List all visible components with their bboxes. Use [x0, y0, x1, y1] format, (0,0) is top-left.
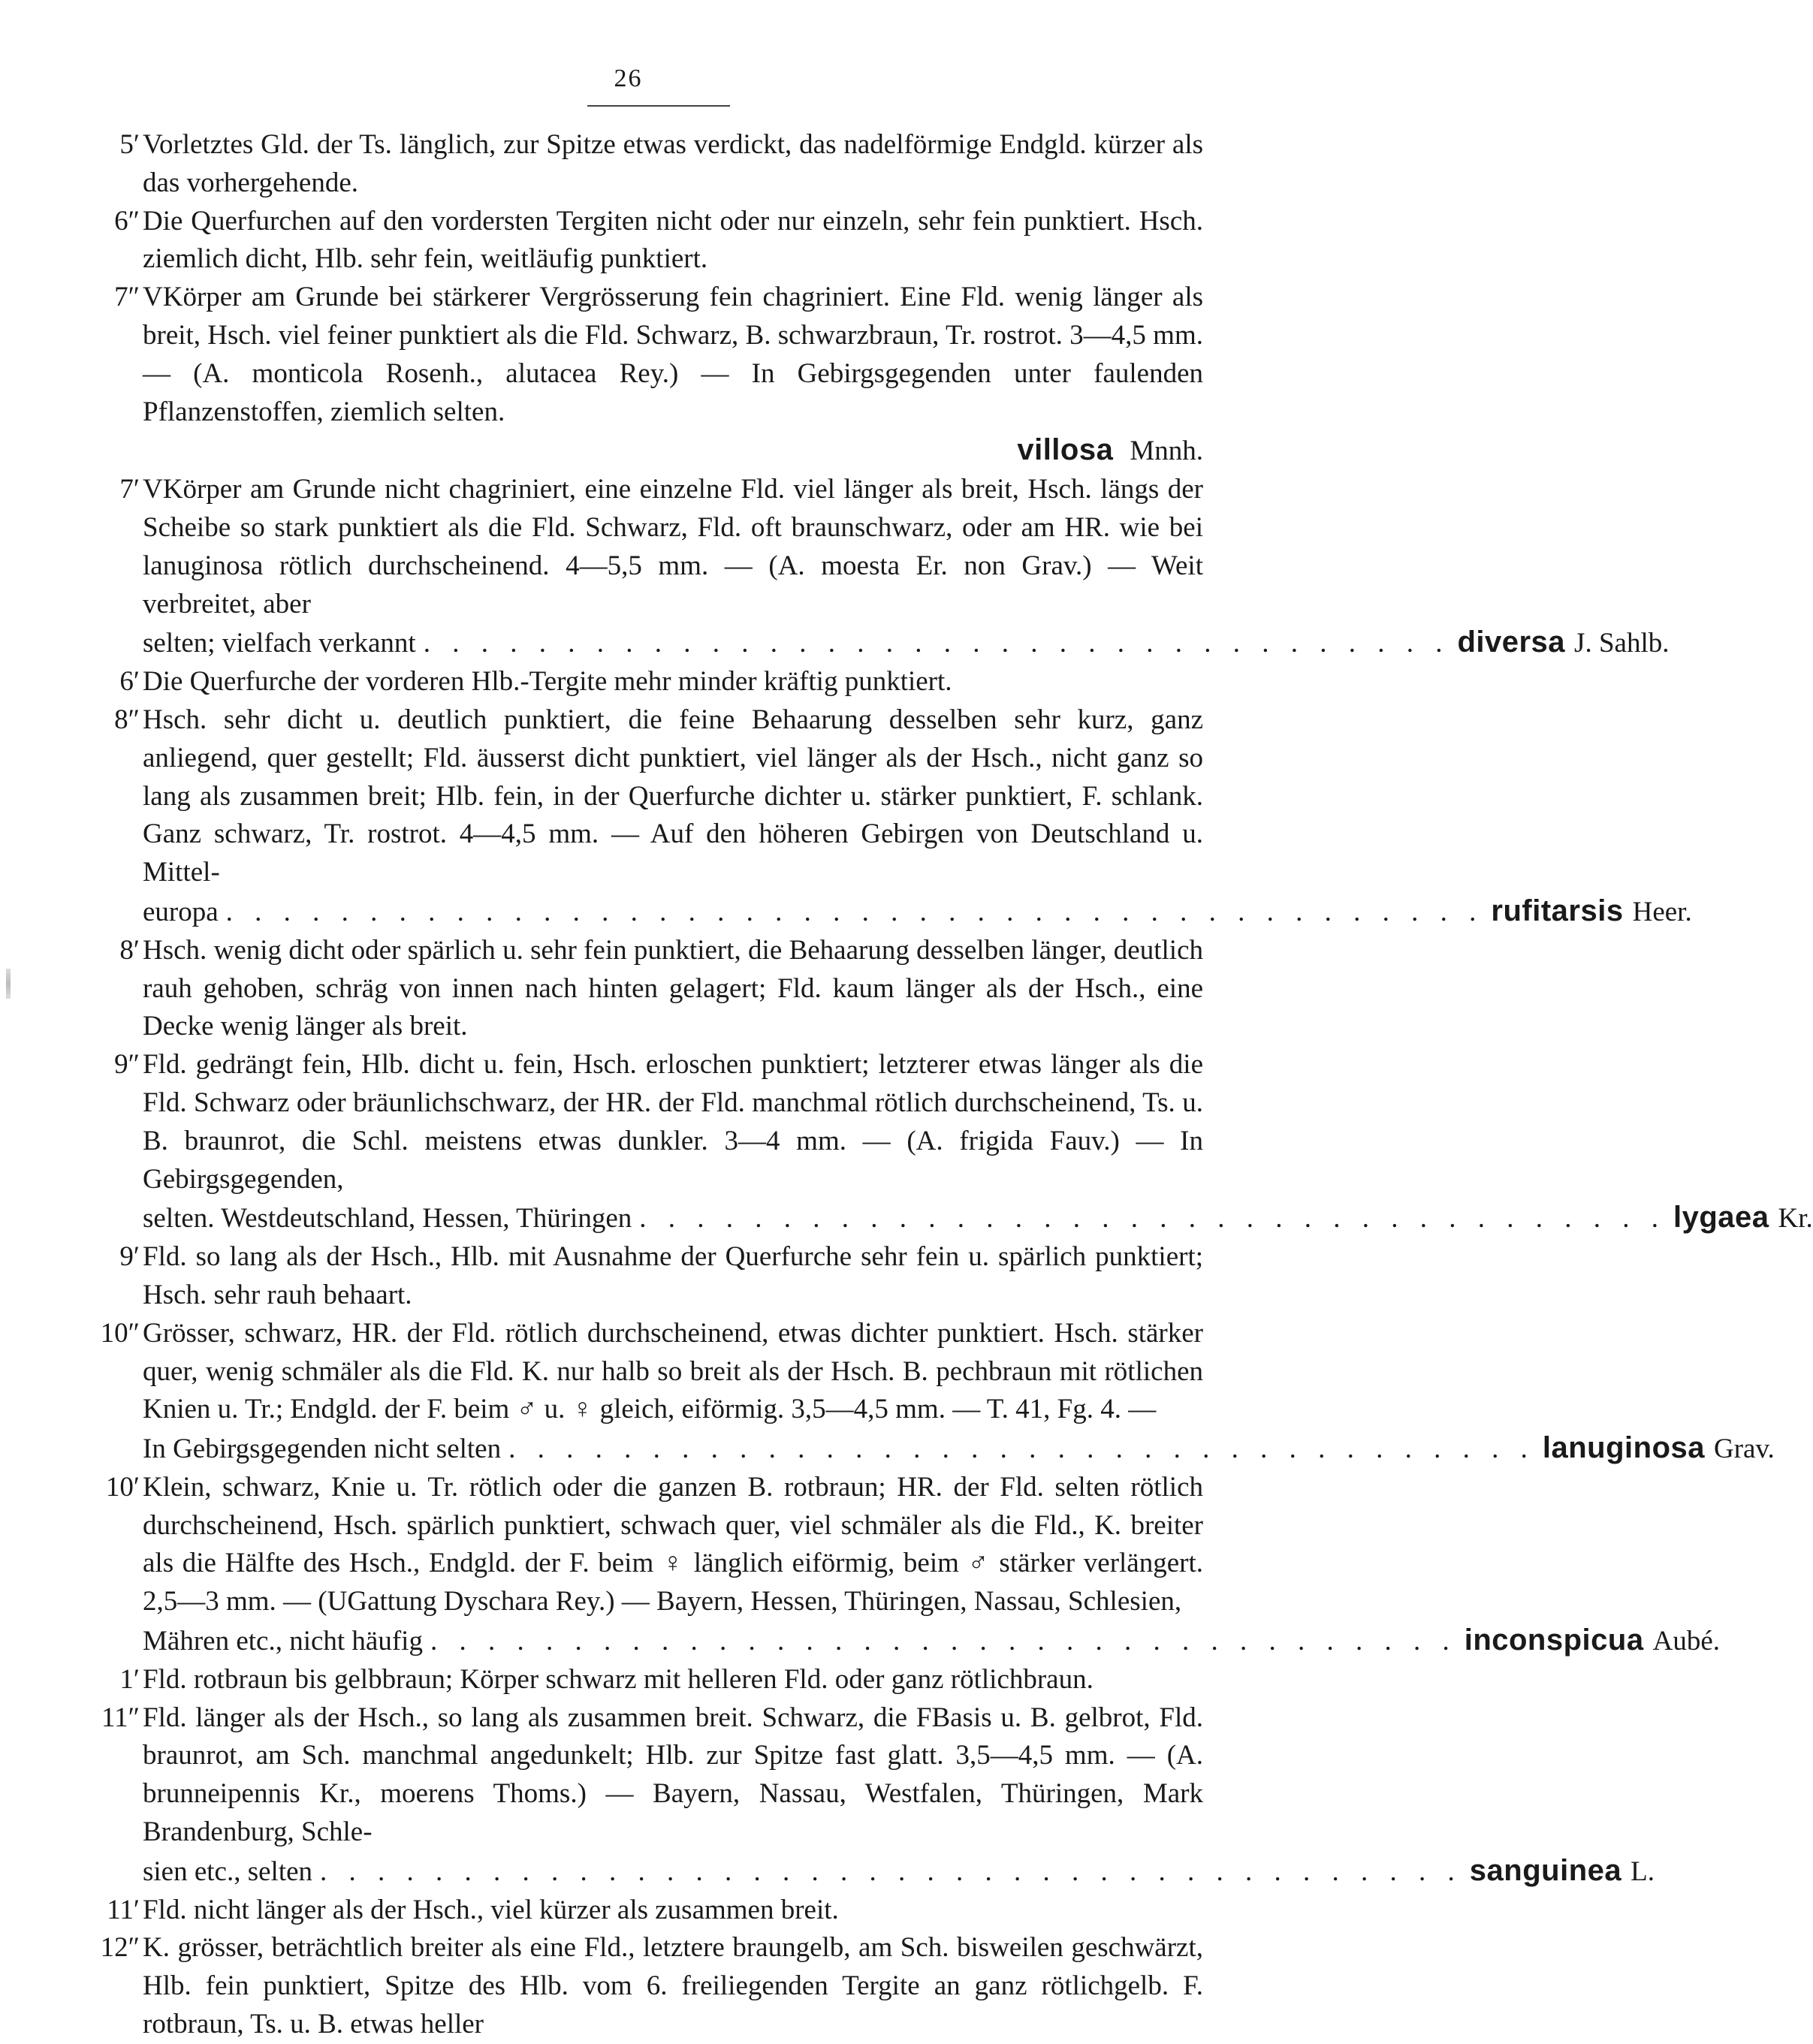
species-name: villosa: [1017, 433, 1114, 467]
couplet-number: 9′: [119, 1241, 140, 1273]
key-entry: [62, 1699, 1655, 1892]
key-entry: [62, 1661, 1203, 1699]
key-entry: [62, 1469, 1720, 1661]
entry-text: K. grösser, beträchtlich breiter als eine Fld., letztere braungelb, am Sch. bisweilen geschwärzt, Hlb. fein punktiert, Spitze des Hlb. vom 6. freiliegenden Tergite an ganz rötlichgelb. F. rotbraun, Ts. u. B. etwas heller: [143, 1932, 1203, 2040]
couplet-number: 10″: [100, 1317, 140, 1349]
page-number: 26: [614, 65, 643, 92]
species-lead-text: Mähren etc., nicht häufig: [143, 1626, 423, 1657]
leader-dots: . . . . . . . . . . . . . . . . . . . . . . . . . . . . . . . . . . . .: [639, 1203, 1666, 1235]
leader-dots: . . . . . . . . . . . . . . . . . . . . . . . . . . . . . . . . . . . .: [430, 1626, 1457, 1657]
couplet-number: 6″: [114, 205, 140, 237]
entry-text: Klein, schwarz, Knie u. Tr. rötlich oder die ganzen B. rotbraun; HR. der Fld. selten rötlich durchscheinend, Hsch. spärlich punktiert, schwach quer, viel schmäler als die Fld., K. breiter als die Hälfte des Hsch., Endgld. der F. beim ♀ länglich eiförmig, beim ♂ stärker verlängert. 2,5—3 mm. — (UGattung Dyschara Rey.) — Bayern, Hessen, Thüringen, Nassau, Schlesien,: [143, 1471, 1203, 1617]
couplet-number: 12″: [100, 1932, 140, 1964]
entry-text: VKörper am Grunde bei stärkerer Vergrösserung fein chagriniert. Eine Fld. wenig länger als breit, Hsch. viel feiner punktiert als die Fld. Schwarz, B. schwarzbraun, Tr. rostrot. 3—4,5 mm. — (A. monticola Rosenh., alutacea Rey.) — In Gebirgsgegenden unter faulenden Pflanzenstoffen, ziemlich selten.: [143, 282, 1203, 427]
species-author: Kr.: [1778, 1203, 1813, 1235]
key-entry: [62, 126, 1203, 203]
species-author: Mnnh.: [1130, 436, 1203, 467]
species-line: [143, 1429, 1775, 1469]
key-entry: [62, 203, 1203, 279]
scan-artifact: [6, 969, 11, 999]
species-lead-text: In Gebirgsgegenden nicht selten: [143, 1434, 502, 1465]
species-author: Heer.: [1632, 896, 1692, 927]
entry-text: Fld. so lang als der Hsch., Hlb. mit Ausnahme der Querfurche sehr fein u. spärlich punktiert; Hsch. sehr rauh behaart.: [143, 1241, 1203, 1310]
entry-text: Die Querfurchen auf den vordersten Tergiten nicht oder nur einzeln, sehr fein punktiert. Hsch. ziemlich dicht, Hlb. sehr fein, weitläufig punktiert.: [143, 205, 1203, 275]
key-entry: [62, 1315, 1775, 1469]
entry-text: Fld. länger als der Hsch., so lang als zusammen breit. Schwarz, die FBasis u. B. gelbrot, Fld. braunrot, am Sch. manchmal angedunkelt; Hlb. zur Spitze fast glatt. 3,5—4,5 mm. — (A. brunneipennis Kr., moerens Thoms.) — Bayern, Nassau, Westfalen, Thüringen, Mark Brandenburg, Schle-: [143, 1702, 1203, 1848]
key-entry: [62, 279, 1203, 471]
species-author: Grav.: [1714, 1434, 1775, 1465]
species-lead-text: selten. Westdeutschland, Hessen, Thüringen: [143, 1203, 632, 1235]
leader-dots: . . . . . . . . . . . . . . . . . . . . . . . . . . . . . . . . . . . .: [508, 1434, 1535, 1465]
entry-text: Grösser, schwarz, HR. der Fld. rötlich durchscheinend, etwas dichter punktiert. Hsch. stärker quer, wenig schmäler als die Fld. K. nur halb so breit als der Hsch. B. pechbraun mit rötlichen Knien u. Tr.; Endgld. der F. beim ♂ u. ♀ gleich, eiförmig. 3,5—4,5 mm. — T. 41, Fg. 4. —: [143, 1317, 1203, 1425]
species-name: rufitarsis: [1491, 894, 1624, 927]
species-lead-text: europa: [143, 896, 219, 927]
couplet-number: 7′: [119, 474, 140, 505]
couplet-number: 7″: [114, 282, 140, 313]
species-name: lanuginosa: [1542, 1431, 1705, 1465]
key-entry: [62, 663, 1203, 701]
species-line: [143, 623, 1670, 663]
couplet-number: 11′: [107, 1894, 140, 1925]
species-name: lygaea: [1673, 1201, 1769, 1235]
header-rule: [587, 105, 730, 107]
species-author: L.: [1630, 1856, 1655, 1887]
couplet-number: 11″: [101, 1702, 140, 1733]
key-entry: [62, 1238, 1203, 1315]
entry-text: VKörper am Grunde nicht chagriniert, eine einzelne Fld. viel länger als breit, Hsch. längs der Scheibe so stark punktiert als die Fld. Schwarz, Fld. oft braunschwarz, oder am HR. wie bei lanuginosa rötlich durchscheinend. 4—5,5 mm. — (A. moesta Er. non Grav.) — Weit verbreitet, aber: [143, 474, 1203, 620]
species-name: inconspicua: [1464, 1623, 1644, 1657]
species-line: [143, 431, 1203, 471]
couplet-number: 9″: [114, 1049, 140, 1081]
entry-text: Vorletztes Gld. der Ts. länglich, zur Spitze etwas verdickt, das nadelförmige Endgld. kürzer als das vorhergehende.: [143, 129, 1203, 198]
entry-text: Hsch. wenig dicht oder spärlich u. sehr fein punktiert, die Behaarung desselben länger, deutlich rauh gehoben, schräg von innen nach hinten gelagert; Fld. kaum länger als der Hsch., eine Decke wenig länger als breit.: [143, 934, 1203, 1042]
species-line: [143, 892, 1692, 932]
key-entry: [62, 932, 1203, 1046]
species-name: sanguinea: [1469, 1853, 1622, 1887]
couplet-number: 1′: [119, 1663, 140, 1695]
leader-dots: . . . . . . . . . . . . . . . . . . . . . . . . . . . . . . . . . . . . . . . . . . . .: [225, 896, 1484, 927]
couplet-number: 10′: [105, 1471, 140, 1503]
species-author: Aubé.: [1652, 1626, 1720, 1657]
entry-text: Die Querfurche der vorderen Hlb.-Tergite mehr minder kräftig punktiert.: [143, 666, 952, 698]
species-line: [143, 1198, 1813, 1238]
species-line: [143, 1852, 1655, 1892]
entry-text: Fld. rotbraun bis gelbbraun; Körper schwarz mit helleren Fld. oder ganz rötlichbraun.: [143, 1663, 1094, 1695]
couplet-number: 5′: [119, 129, 140, 160]
entry-text: Hsch. sehr dicht u. deutlich punktiert, die feine Behaarung desselben sehr kurz, ganz anliegend, quer gestellt; Fld. äusserst dicht punktiert, viel länger als der Hsch., nicht ganz so lang als zusammen breit; Hlb. fein, in der Querfurche dichter u. stärker punktiert, F. schlank. Ganz schwarz, Tr. rostrot. 4—4,5 mm. — Auf den höheren Gebirgen von Deutschland u. Mittel-: [143, 704, 1203, 888]
key-entry: [62, 1929, 1203, 2043]
species-lead-text: sien etc., selten: [143, 1856, 313, 1887]
couplet-number: 8′: [119, 934, 140, 966]
leader-dots: . . . . . . . . . . . . . . . . . . . . . . . . . . . . . . . . . . . .: [423, 628, 1450, 659]
species-lead-text: selten; vielfach verkannt: [143, 628, 416, 659]
leader-dots: . . . . . . . . . . . . . . . . . . . . . . . . . . . . . . . . . . . . . . . .: [320, 1856, 1462, 1887]
species-name: diversa: [1457, 626, 1566, 659]
couplet-number: 8″: [114, 704, 140, 735]
key-entry: [62, 471, 1670, 663]
couplet-number: 6′: [119, 666, 140, 698]
key-entry: [62, 1046, 1813, 1238]
key-entry: [62, 1892, 1203, 1930]
key-text: [62, 126, 1813, 2044]
entry-text: Fld. gedrängt fein, Hlb. dicht u. fein, Hsch. erloschen punktiert; letzterer etwas länger als die Fld. Schwarz oder bräunlichschwarz, der HR. der Fld. manchmal rötlich durchscheinend, Ts. u. B. braunrot, die Schl. meistens etwas dunkler. 3—4 mm. — (A. frigida Fauv.) — In Gebirgsgegenden,: [143, 1049, 1203, 1195]
entry-text: Fld. nicht länger als der Hsch., viel kürzer als zusammen breit.: [143, 1894, 839, 1925]
species-author: J. Sahlb.: [1574, 628, 1670, 659]
key-entry: [62, 701, 1692, 932]
species-line: [143, 1621, 1720, 1661]
